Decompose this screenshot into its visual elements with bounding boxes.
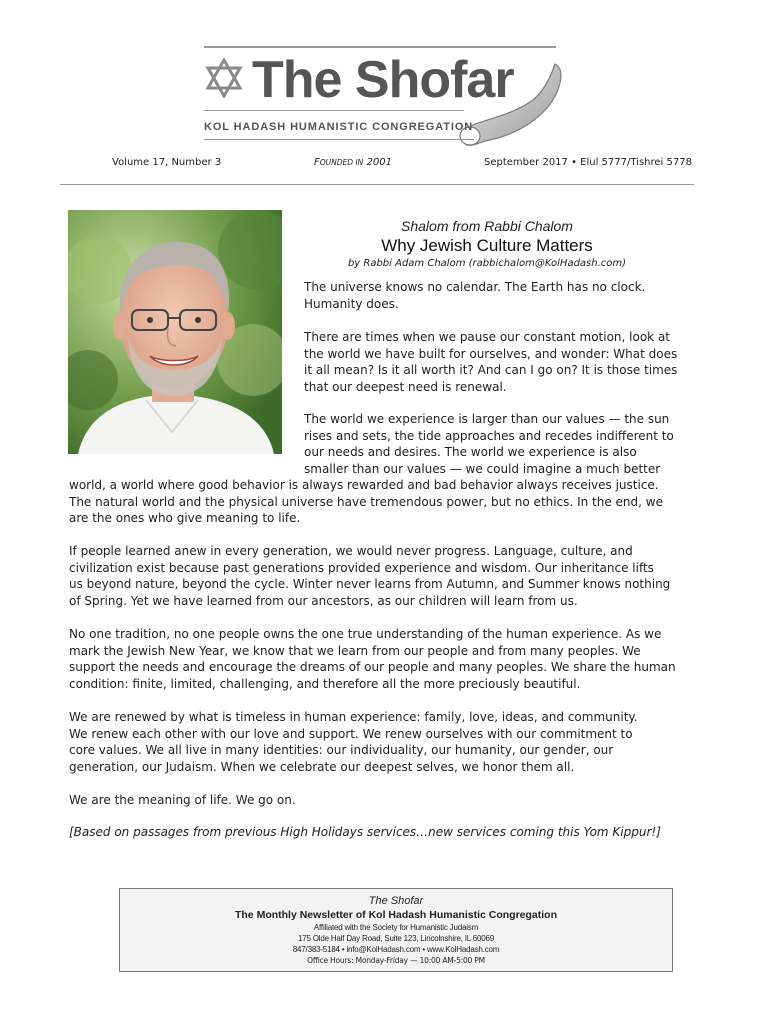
- star-of-david-icon: [204, 58, 244, 98]
- text-line: of Spring. Yet we have learned from our ancestors, as our children will learn from us.: [69, 593, 578, 608]
- issue-founded: FOUNDED IN 2001: [314, 157, 392, 168]
- footer-title: The Shofar: [368, 895, 424, 907]
- paragraph-7: [69, 792, 296, 809]
- text-line: civilization exist because past generations provided experience and wisdom. Our inheritance lifts: [69, 560, 654, 575]
- paragraph-5: [69, 626, 676, 692]
- text-line: are the ones who give meaning to life.: [69, 511, 301, 525]
- text-line: There are times when we pause our constant motion, look at: [304, 330, 671, 344]
- text-line: The world we experience is larger than our values — the sun: [304, 412, 670, 426]
- text-line: world, a world where good behavior is always rewarded and bad behavior always receives justice.: [69, 478, 659, 492]
- text-line: The universe knows no calendar. The Earth has no clock.: [304, 280, 646, 294]
- paragraph-4: [69, 543, 670, 609]
- text-line: No one tradition, no one people owns the one true understanding of the human experience. As we: [69, 627, 662, 641]
- paragraph-3-continued: [69, 477, 663, 527]
- text-line: it all mean? Is it all worth it? And can I go on? It is those times: [304, 363, 678, 377]
- text-line: the world we have built for ourselves, and wonder: What does: [304, 346, 678, 361]
- paragraph-6: [69, 709, 638, 775]
- issue-date: September 2017 • Elul 5777/Tishrei 5778: [484, 157, 692, 168]
- text-line: If people learned anew in every generation, we would never progress. Language, culture, and: [69, 544, 633, 558]
- masthead-subtitle: KOL HADASH HUMANISTIC CONGREGATION: [204, 121, 474, 133]
- header-divider: [60, 184, 694, 185]
- footer-contact: 847/383-5184 • info@KolHadash.com • www.KolHadash.com: [292, 945, 500, 954]
- footer-office-hours: Office Hours: Monday-Friday — 10:00 AM-5:00 PM: [307, 956, 485, 965]
- newsletter-footer-box: [119, 888, 673, 972]
- shofar-horn-icon: [455, 60, 570, 155]
- text-line: smaller than our values — we could imagine a much better: [304, 461, 661, 476]
- masthead-bottom-rule: [204, 139, 474, 140]
- text-line: support the needs and encourage the dreams of our people and many peoples. We share the human: [69, 660, 676, 674]
- text-line: We are renewed by what is timeless in human experience: family, love, ideas, and community.: [69, 710, 638, 724]
- paragraph-note: [69, 824, 661, 841]
- paragraph-3: [304, 411, 674, 477]
- text-line: our needs and desires. The world we experience is also: [304, 445, 637, 459]
- rabbi-portrait-photo: [68, 210, 282, 454]
- text-line: us beyond nature, beyond the cycle. Winter never learns from Autumn, and Summer knows nothing: [69, 577, 671, 591]
- text-line: [Based on passages from previous High Holidays services…new services coming this Yom Kippur!]: [69, 825, 661, 839]
- masthead-middle-rule: [204, 110, 464, 111]
- masthead-title: The Shofar: [252, 51, 514, 109]
- footer-subtitle: The Monthly Newsletter of Kol Hadash Humanistic Congregation: [234, 909, 558, 921]
- paragraph-1: [304, 279, 645, 312]
- article-byline: by Rabbi Adam Chalom (rabbichalom@KolHadash.com): [347, 258, 627, 269]
- text-line: Humanity does.: [304, 296, 399, 311]
- text-line: The natural world and the physical universe have tremendous power, but no ethics. In the end, we: [69, 494, 663, 509]
- text-line: condition: finite, limited, challenging, and therefore all the more preciously beautiful.: [69, 676, 581, 691]
- text-line: core values. We all live in many identities: our individuality, our humanity, our gender, our: [69, 743, 614, 757]
- text-line: We are the meaning of life. We go on.: [69, 793, 296, 807]
- text-line: rises and sets, the tide approaches and recedes indifferent to: [304, 428, 674, 443]
- text-line: We renew each other with our love and support. We renew ourselves with our commitment to: [69, 726, 633, 741]
- paragraph-2: [304, 329, 677, 395]
- issue-volume: Volume 17, Number 3: [112, 157, 222, 168]
- article-kicker: Shalom from Rabbi Chalom: [401, 218, 573, 234]
- footer-affiliation: Affiliated with the Society for Humanistic Judaism: [313, 923, 479, 932]
- text-line: mark the Jewish New Year, we know that we learn from our people and from many peoples. We: [69, 643, 641, 658]
- text-line: that our deepest need is renewal.: [304, 379, 507, 394]
- article-headline: Why Jewish Culture Matters: [381, 236, 593, 255]
- footer-address: 175 Olde Half Day Road, Suite 123, Lincolnshire, IL 60069: [298, 934, 494, 943]
- text-line: generation, our Judaism. When we celebrate our deepest selves, we honor them all.: [69, 759, 575, 774]
